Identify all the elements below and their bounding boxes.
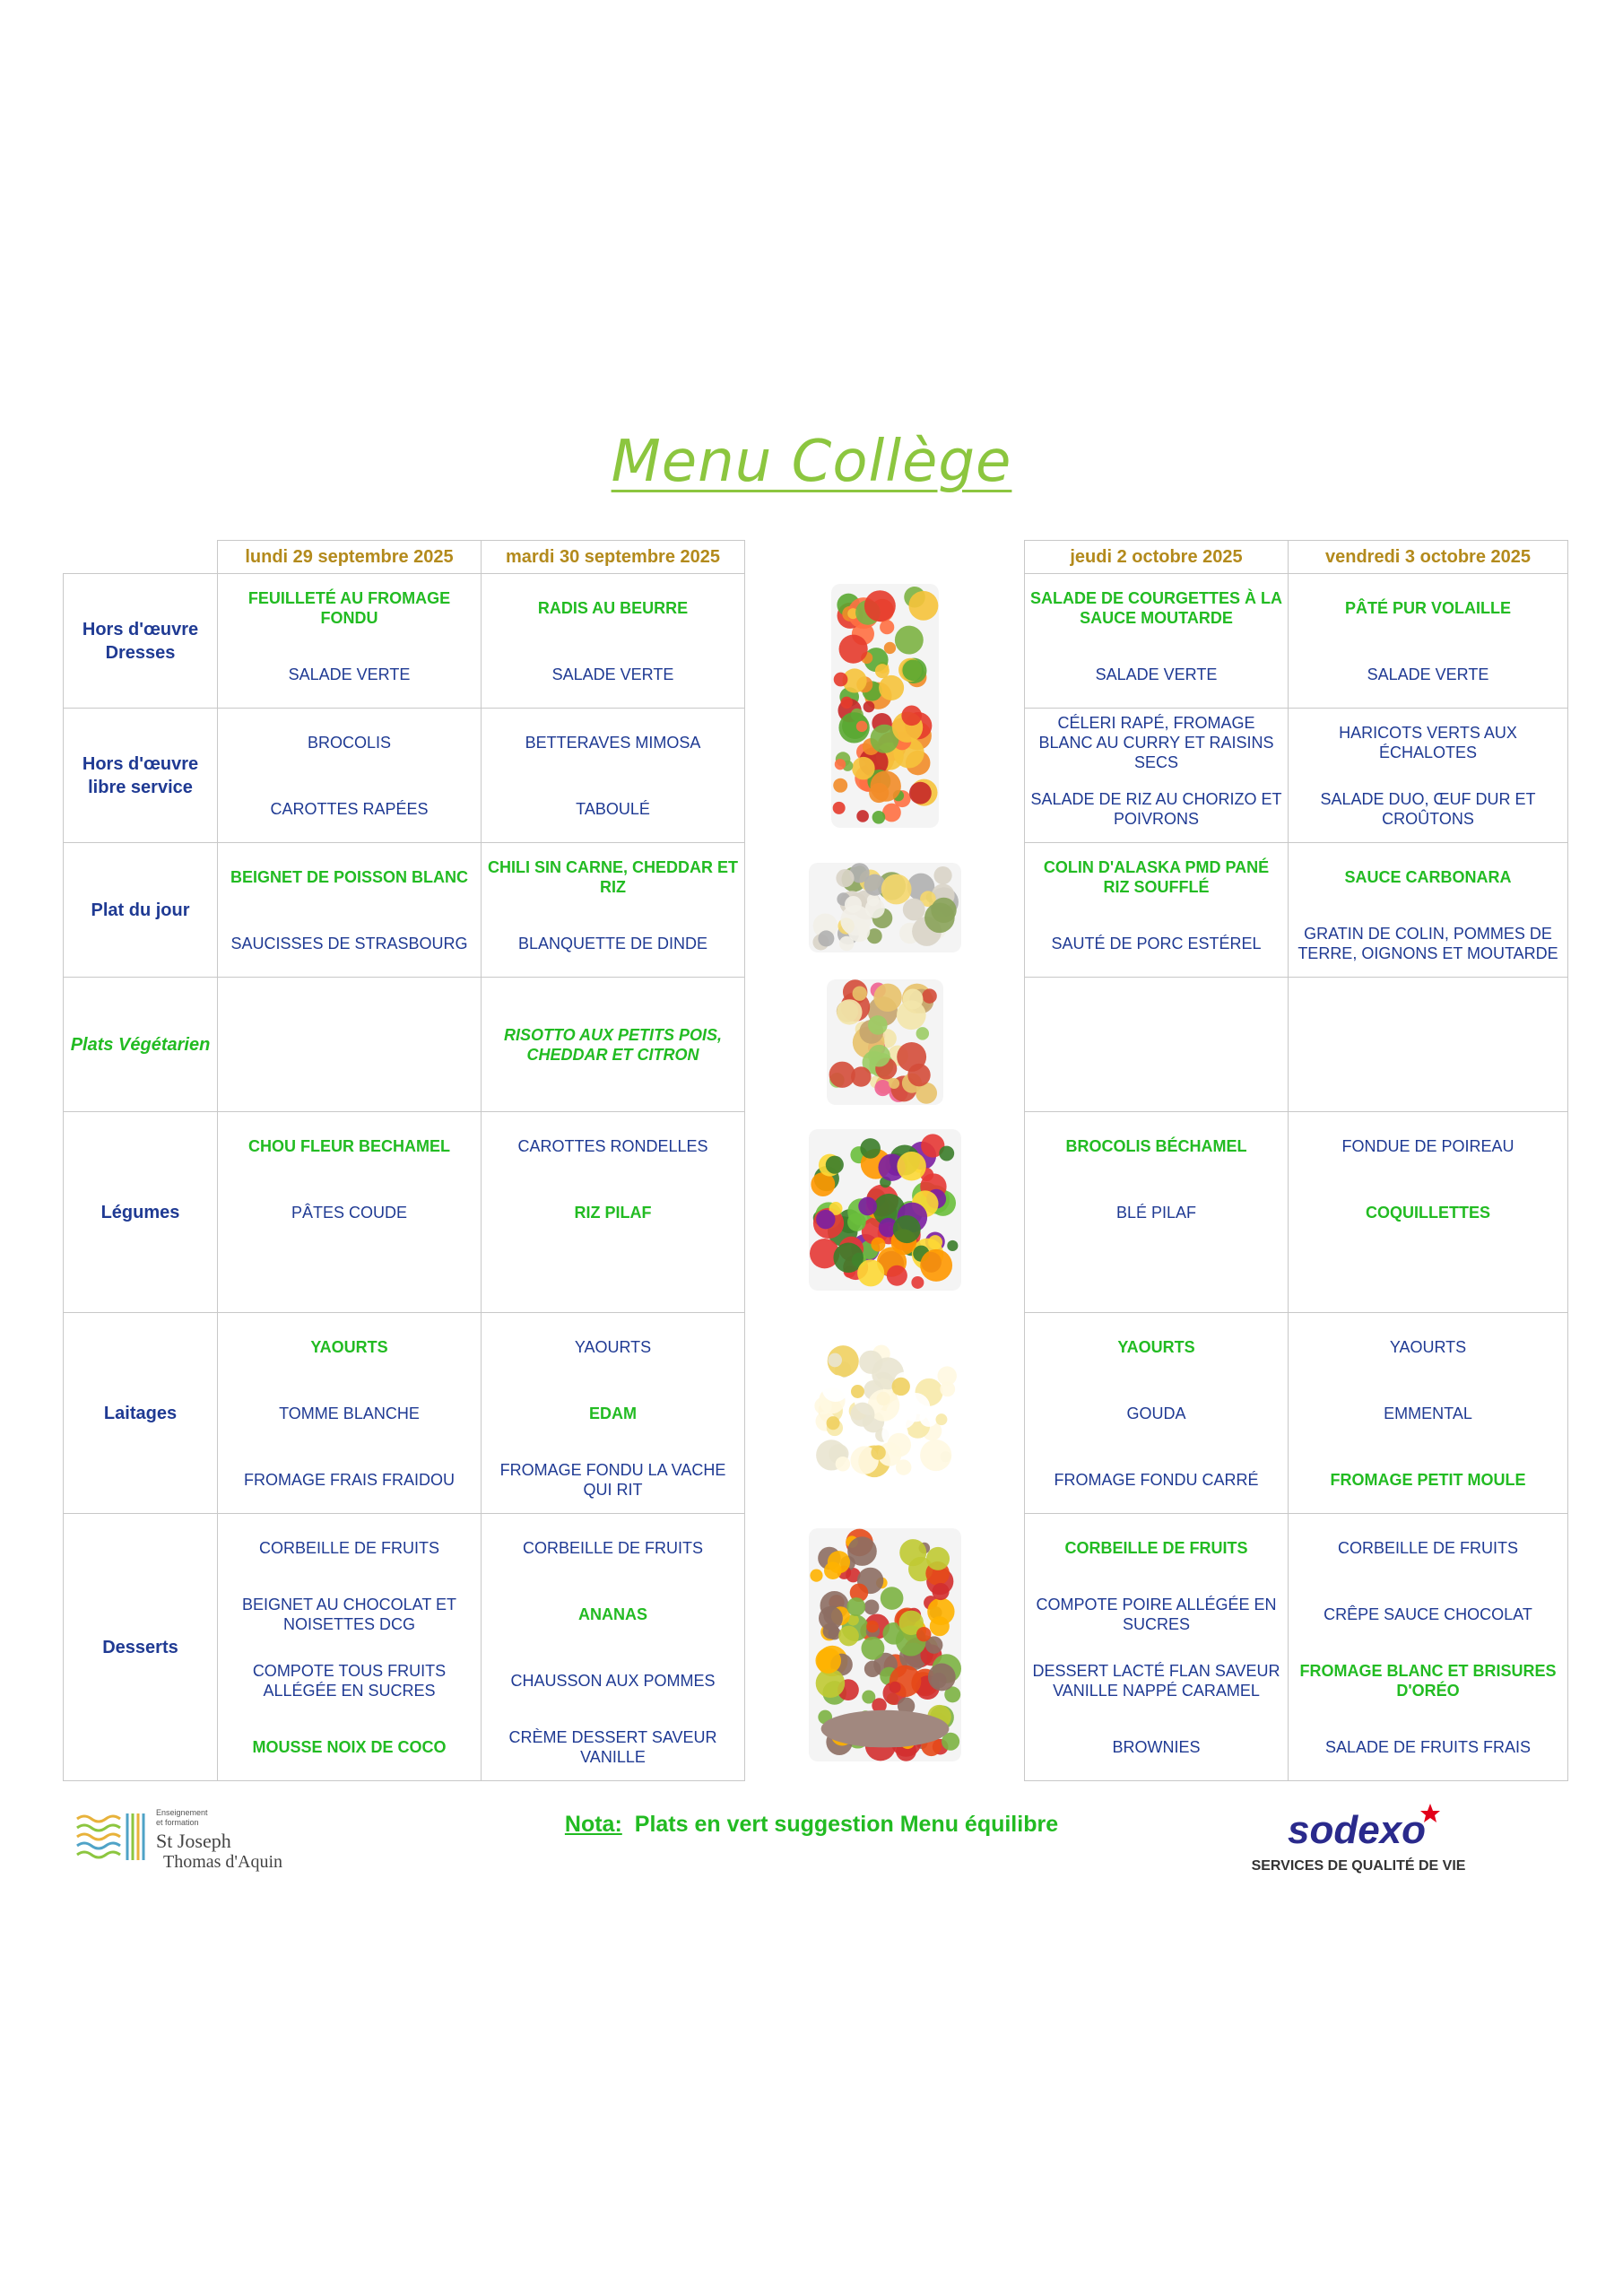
- image-column-header: [745, 541, 1025, 574]
- dish-item: GOUDA: [1126, 1404, 1186, 1422]
- menu-cell: [1025, 574, 1289, 709]
- dish-item: RADIS AU BEURRE: [537, 598, 689, 617]
- dish-item: BROCOLIS BÉCHAMEL: [1065, 1136, 1247, 1155]
- dish-item: TOMME BLANCHE: [279, 1404, 420, 1422]
- menu-cell: [218, 843, 482, 978]
- dish-item: BETTERAVES MIMOSA: [525, 733, 701, 752]
- dish-item: FROMAGE FONDU LA VACHE QUI RIT: [499, 1460, 726, 1499]
- page-title: Menu Collège: [611, 429, 1012, 495]
- dish-item: SAUTÉ DE PORC ESTÉREL: [1051, 934, 1262, 952]
- dish-item: YAOURTS: [574, 1337, 652, 1356]
- menu-row: [64, 1514, 1568, 1781]
- menu-cell: [1289, 1112, 1568, 1313]
- menu-cell: [1289, 1313, 1568, 1514]
- menu-cell: [482, 1514, 745, 1781]
- dish-item: [1289, 1246, 1567, 1312]
- vegetarian-boxes-photo: [827, 979, 943, 1105]
- dish-item: SALADE DE FRUITS FRAIS: [1324, 1737, 1532, 1756]
- dish-item: PÂTES COUDE: [291, 1203, 408, 1222]
- corner-blank: [64, 541, 218, 574]
- dish-item: BEIGNET AU CHOCOLAT ET NOISETTES DCG: [241, 1595, 457, 1633]
- menu-cell: [1025, 843, 1289, 978]
- nota-label: Nota:: [564, 1812, 622, 1837]
- food-photo-cell: [745, 1514, 1025, 1781]
- dish-item: BLÉ PILAF: [1115, 1203, 1197, 1222]
- dish-item: FROMAGE FRAIS FRAIDOU: [243, 1470, 455, 1489]
- dish-item: COLIN D'ALASKA PMD PANÉ RIZ SOUFFLÉ: [1043, 857, 1270, 896]
- dish-item: COMPOTE POIRE ALLÉGÉE EN SUCRES: [1036, 1595, 1277, 1633]
- menu-cell: [218, 709, 482, 843]
- dish-item: SALADE VERTE: [288, 665, 411, 683]
- dish-item: FROMAGE BLANC ET BRISURES D'ORÉO: [1299, 1661, 1557, 1700]
- menu-cell: [482, 1313, 745, 1514]
- category-label: Plat du jour: [64, 843, 218, 978]
- nota-text: Plats en vert suggestion Menu équilibre: [634, 1812, 1059, 1837]
- menu-cell: [482, 978, 745, 1112]
- menu-cell: [1289, 843, 1568, 978]
- dish-item: DESSERT LACTÉ FLAN SAVEUR VANILLE NAPPÉ CARAMEL: [1032, 1661, 1280, 1700]
- menu-table: [63, 540, 1568, 1781]
- dish-item: SALADE VERTE: [551, 665, 674, 683]
- day-header: vendredi 3 octobre 2025: [1289, 541, 1568, 574]
- dish-item: CHOU FLEUR BECHAMEL: [248, 1136, 450, 1155]
- food-photo-cell: [745, 1313, 1025, 1514]
- dish-item: COQUILLETTES: [1366, 1203, 1490, 1222]
- dish-item: BROCOLIS: [307, 733, 392, 752]
- menu-cell: [1025, 1313, 1289, 1514]
- dish-item: SALADE VERTE: [1367, 665, 1489, 683]
- dish-item: [1025, 1246, 1288, 1312]
- day-header: lundi 29 septembre 2025: [218, 541, 482, 574]
- sodexo-brand: sodexo: [1287, 1808, 1427, 1852]
- dish-item: ANANAS: [577, 1605, 647, 1623]
- menu-cell: [218, 1514, 482, 1781]
- dish-item: CRÊPE SAUCE CHOCOLAT: [1324, 1605, 1532, 1623]
- food-photo-cell: [745, 574, 1025, 843]
- menu-cell: [482, 843, 745, 978]
- dish-item: CORBEILLE DE FRUITS: [1064, 1538, 1248, 1557]
- dish-item: CORBEILLE DE FRUITS: [1337, 1538, 1519, 1557]
- fish-dish-photo: [809, 863, 961, 952]
- menu-cell: [1025, 1514, 1289, 1781]
- dish-item: EMMENTAL: [1384, 1404, 1472, 1422]
- category-label: Hors d'œuvre libre service: [64, 709, 218, 843]
- food-photo-cell: [745, 843, 1025, 978]
- dish-item: CORBEILLE DE FRUITS: [258, 1538, 440, 1557]
- menu-cell: [1289, 978, 1568, 1112]
- day-header: jeudi 2 octobre 2025: [1025, 541, 1289, 574]
- logo-name2: Thomas d'Aquin: [163, 1852, 283, 1872]
- menu-cell: [1025, 978, 1289, 1112]
- dish-item: CRÈME DESSERT SAVEUR VANILLE: [508, 1727, 717, 1766]
- dish-item: BLANQUETTE DE DINDE: [517, 934, 708, 952]
- dish-item: BEIGNET DE POISSON BLANC: [230, 867, 469, 886]
- dish-item: RISOTTO AUX PETITS POIS, CHEDDAR ET CITRON: [503, 1025, 723, 1064]
- category-label: Plats Végétarien: [64, 978, 218, 1112]
- logo-line1: Enseignement: [156, 1808, 208, 1817]
- category-label: Desserts: [64, 1514, 218, 1781]
- menu-cell: [1289, 709, 1568, 843]
- dish-item: FROMAGE PETIT MOULE: [1330, 1470, 1526, 1489]
- salad-bowl-photo: [809, 1129, 961, 1291]
- menu-row: [64, 1313, 1568, 1514]
- dish-item: SALADE DE RIZ AU CHORIZO ET POIVRONS: [1030, 789, 1282, 828]
- dish-item: SAUCISSES DE STRASBOURG: [230, 934, 468, 952]
- dish-item: SAUCE CARBONARA: [1344, 867, 1512, 886]
- menu-row: [64, 1112, 1568, 1313]
- dish-item: SALADE DUO, ŒUF DUR ET CROÛTONS: [1320, 789, 1536, 828]
- dish-item: EDAM: [589, 1404, 637, 1422]
- dish-item: BROWNIES: [1112, 1737, 1201, 1756]
- dish-item: YAOURTS: [1117, 1337, 1195, 1356]
- dish-item: RIZ PILAF: [574, 1203, 652, 1222]
- menu-row: [64, 978, 1568, 1112]
- menu-cell: [1025, 709, 1289, 843]
- menu-cell: [1025, 1112, 1289, 1313]
- dish-item: [218, 1246, 481, 1312]
- menu-cell: [218, 1313, 482, 1514]
- dish-item: FEUILLETÉ AU FROMAGE FONDU: [247, 588, 451, 627]
- dish-item: CÉLERI RAPÉ, FROMAGE BLANC AU CURRY ET RAISINS SECS: [1038, 713, 1274, 771]
- dish-item: YAOURTS: [1389, 1337, 1467, 1356]
- category-label: Légumes: [64, 1112, 218, 1313]
- dish-item: GRATIN DE COLIN, POMMES DE TERRE, OIGNONS ET MOUTARDE: [1298, 924, 1558, 962]
- logo-name1: St Joseph: [156, 1830, 231, 1852]
- menu-cell: [218, 574, 482, 709]
- category-label: Hors d'œuvre Dresses: [64, 574, 218, 709]
- logo-line2: et formation: [156, 1818, 199, 1827]
- dish-item: CAROTTES RONDELLES: [517, 1136, 708, 1155]
- dish-item: [482, 1246, 744, 1312]
- dish-item: SALADE DE COURGETTES À LA SAUCE MOUTARDE: [1029, 588, 1282, 627]
- bars-icon: [127, 1813, 143, 1860]
- dish-item: COMPOTE TOUS FRUITS ALLÉGÉE EN SUCRES: [252, 1661, 447, 1700]
- menu-cell: [218, 978, 482, 1112]
- menu-row: [64, 843, 1568, 978]
- dish-item: CORBEILLE DE FRUITS: [522, 1538, 704, 1557]
- dish-item: TABOULÉ: [576, 799, 650, 818]
- dish-item: FROMAGE FONDU CARRÉ: [1054, 1470, 1259, 1489]
- menu-cell: [482, 574, 745, 709]
- waves-icon: [77, 1816, 120, 1857]
- school-logo: [74, 1801, 307, 1873]
- dish-item: CHAUSSON AUX POMMES: [510, 1671, 716, 1690]
- dish-item: HARICOTS VERTS AUX ÉCHALOTES: [1339, 723, 1517, 761]
- dish-item: YAOURTS: [310, 1337, 388, 1356]
- dish-item: PÂTÉ PUR VOLAILLE: [1344, 598, 1511, 617]
- food-photo-cell: [745, 1112, 1025, 1313]
- day-header: mardi 30 septembre 2025: [482, 541, 745, 574]
- menu-row: [64, 574, 1568, 709]
- menu-cell: [1289, 1514, 1568, 1781]
- sodexo-logo: [1242, 1798, 1475, 1879]
- dish-item: SALADE VERTE: [1095, 665, 1218, 683]
- fruit-basket-photo: [809, 1528, 961, 1761]
- menu-cell: [482, 709, 745, 843]
- dish-item: MOUSSE NOIX DE COCO: [252, 1737, 447, 1756]
- dairy-photo: [809, 1344, 961, 1478]
- menu-cell: [482, 1112, 745, 1313]
- menu-cell: [218, 1112, 482, 1313]
- category-label: Laitages: [64, 1313, 218, 1514]
- dish-item: FONDUE DE POIREAU: [1341, 1136, 1515, 1155]
- dish-item: CAROTTES RAPÉES: [270, 799, 429, 818]
- menu-cell: [1289, 574, 1568, 709]
- dish-item: CHILI SIN CARNE, CHEDDAR ET RIZ: [487, 857, 738, 896]
- vegetables-photo: [831, 584, 939, 828]
- food-photo-cell: [745, 978, 1025, 1112]
- sodexo-tagline: SERVICES DE QUALITÉ DE VIE: [1251, 1858, 1466, 1874]
